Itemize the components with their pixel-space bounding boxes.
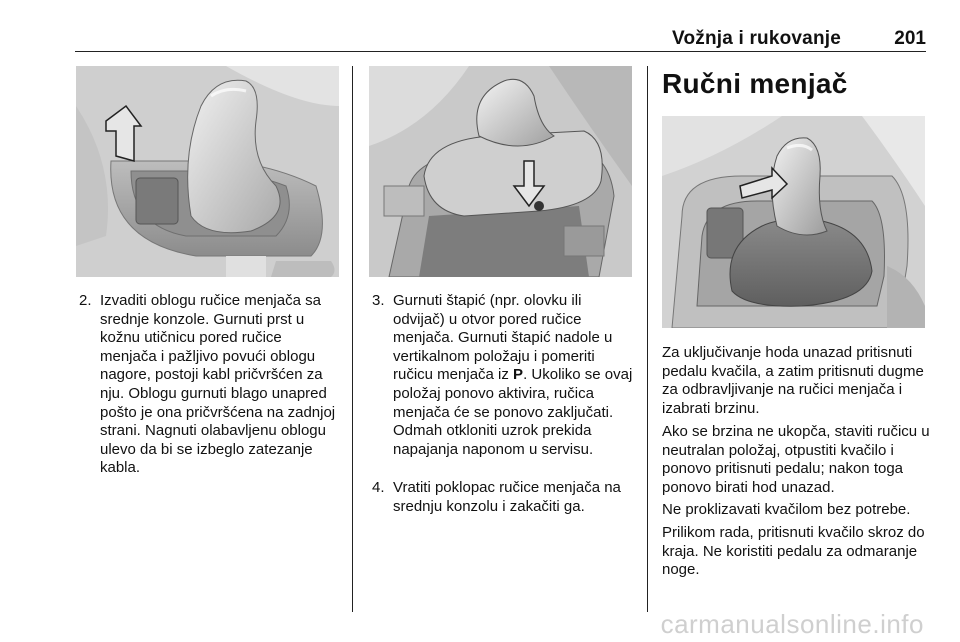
section-paragraph: Prilikom rada, pritisnuti kvačilo skroz do kraja. Ne koristiti pedalu za odmaranje noge.	[662, 524, 925, 579]
column-divider-left	[352, 66, 353, 612]
step-number: 4.	[372, 479, 385, 496]
header-divider	[75, 51, 926, 52]
gear-lever-release-drawing	[369, 66, 632, 277]
section-title: Ručni menjač	[662, 68, 848, 99]
gear-lever-cover-drawing	[76, 66, 339, 277]
illustration-release-lever	[369, 66, 632, 277]
step-number: 3.	[372, 292, 385, 309]
page-header	[75, 22, 926, 52]
section-paragraph: Ne proklizavati kvačilom bez potrebe.	[662, 501, 911, 518]
watermark: carmanualsonline.info	[660, 609, 924, 639]
illustration-remove-lever-cover	[76, 66, 339, 277]
instruction-step-3	[372, 292, 634, 459]
gear-position-label: P	[513, 366, 524, 384]
column-divider-right	[647, 66, 648, 612]
page-number: 201	[894, 28, 926, 49]
step-text-part: . Ukoliko se ovaj položaj ponovo aktivira, ručica menjača će se ponovo zaključati. Odmah otkloniti uzrok prekida napajanja naponom u servisu.	[393, 366, 633, 458]
chapter-title: Vožnja i rukovanje	[671, 28, 841, 49]
section-paragraph: Za uključivanje hoda unazad pritisnuti pedalu kvačila, a zatim pritisnuti dugme za odbravljivanje na ručici menjača i izabrati brzinu.	[662, 344, 924, 417]
step-number: 2.	[79, 292, 92, 309]
instruction-step-4	[372, 479, 634, 516]
step-text: Vratiti poklopac ručice menjača na srednju konzolu i zakačiti ga.	[393, 479, 621, 515]
step-text	[393, 292, 634, 459]
section-paragraph: Ako se brzina ne ukopča, staviti ručicu u neutralan položaj, otpustiti kvačilo i ponovo pritisnuti pedalu; nakon toga ponovo birati hod unazad.	[662, 423, 930, 496]
instruction-step-2	[79, 292, 341, 478]
manual-gear-lever-drawing	[662, 116, 925, 328]
illustration-manual-gearbox	[662, 116, 925, 328]
step-text: Izvaditi oblogu ručice menjača sa srednje konzole. Gurnuti prst u kožnu utičnicu pored ručice menjača i pažljivo povući oblogu nagore, postoji kabl pričvršćen za nju. Oblogu gurnuti blago unapred pošto je ona pričvršćena na zadnjoj strani. Nagnuti olabavljenu oblogu ulevo da bi se izbeglo zatezanje kabla.	[100, 292, 336, 477]
step-text-part: Gurnuti štapić (npr. olovku ili odvijač) u otvor pored ručice menjača. Gurnuti štapić nadole u vertikalnom položaju i pomeriti ručicu menjača iz	[393, 292, 613, 384]
